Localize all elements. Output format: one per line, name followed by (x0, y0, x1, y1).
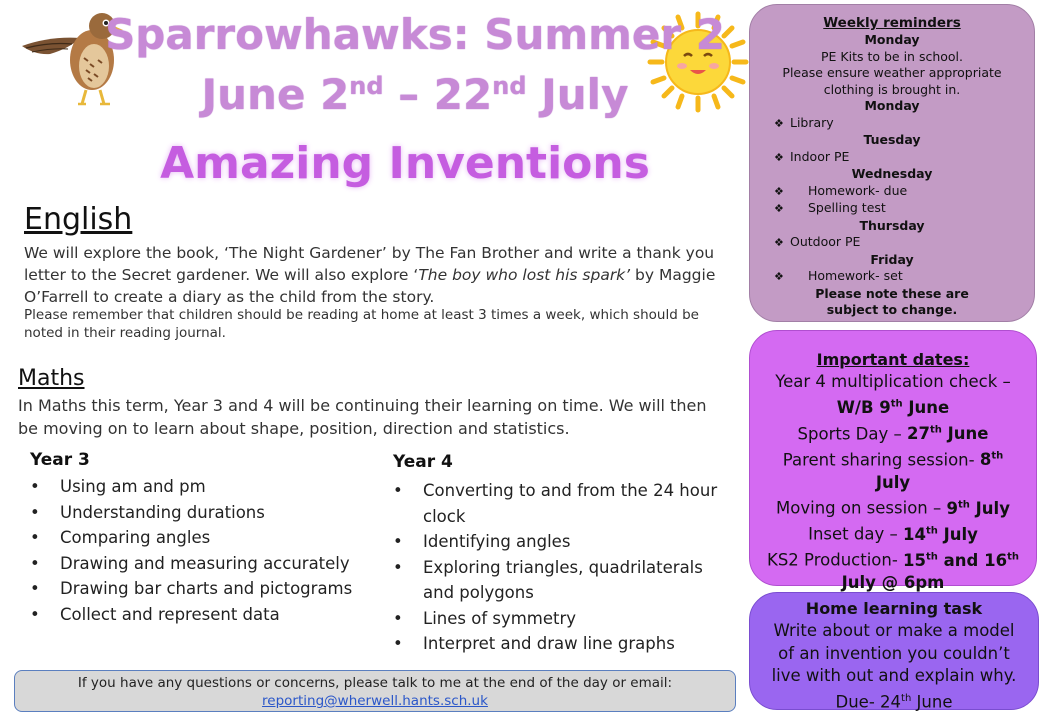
home-learning-title: Home learning task (805, 599, 983, 618)
list-item: • Using am and pm (30, 474, 375, 500)
english-heading: English (24, 202, 133, 237)
list-item: • Drawing bar charts and pictograms (30, 576, 375, 602)
diamond-bullet-icon: ❖ (774, 202, 784, 215)
day-label: Wednesday (851, 166, 933, 181)
reminder-item: ❖ Homework- due (750, 183, 1034, 201)
contact-text: If you have any questions or concerns, please talk to me at the end of the day or email: (77, 675, 673, 691)
list-item: • Interpret and draw line graphs (393, 631, 738, 657)
reminder-item: ❖ Indoor PE (750, 149, 1034, 167)
reminder-item: ❖ Outdoor PE (750, 234, 1034, 252)
pe-kit-note: PE Kits to be in school. (820, 48, 963, 64)
day-label: Monday (864, 32, 920, 47)
year4-heading: Year 4 (393, 452, 453, 472)
maths-description: In Maths this term, Year 3 and 4 will be continuing their learning on time. We will then be moving on to learn about shape, position, direction and statistics. (18, 396, 707, 438)
year3-heading: Year 3 (30, 450, 90, 470)
clothing-note: Please ensure weather appropriate clothing is brought in. (782, 65, 1002, 97)
day-label: Friday (870, 251, 914, 267)
list-item: • Collect and represent data (30, 602, 375, 628)
list-item: • Exploring triangles, quadrilaterals and polygons (393, 555, 738, 606)
term-dates: June 2nd – 22nd July (201, 70, 629, 119)
diamond-bullet-icon: ❖ (774, 150, 784, 164)
diamond-bullet-icon: ❖ (774, 236, 784, 249)
date-item: Inset day – 14th July (808, 524, 978, 544)
list-item: • Converting to and from the 24 hour clock (393, 478, 738, 529)
reminder-item: ❖ Homework- set (750, 268, 1034, 286)
important-dates-box (749, 330, 1037, 592)
contact-box (14, 670, 736, 712)
date-item: KS2 Production- 15th and 16th July @ 6pm (767, 550, 1019, 592)
list-item: • Identifying angles (393, 529, 738, 555)
diamond-bullet-icon: ❖ (774, 116, 784, 130)
subject-to-change-note: Please note these are subject to change. (815, 285, 969, 317)
weekly-reminders-box (749, 4, 1035, 322)
home-learning-task: Write about or make a model of an invention you couldn’t live with out and explain why. (771, 621, 1017, 685)
maths-heading: Maths (18, 366, 85, 391)
date-item: Year 4 multiplication check – W/B 9th June (775, 372, 1011, 417)
english-description: We will explore the book, ‘The Night Gardener’ by The Fan Brother and write a thank you letter to the Secret gardener. We will also explore ‘The boy who lost his spark’ by Maggie O’Farrell to create a diary as the child from the story. (24, 244, 716, 306)
reading-note: Please remember that children should be reading at home at least 3 times a week, which should be noted in their reading journal. (24, 307, 699, 341)
reminders-title: Weekly reminders (823, 15, 961, 31)
day-label: Monday (864, 98, 920, 113)
year4-list (393, 478, 738, 657)
list-item: • Comparing angles (30, 525, 375, 551)
topic-title: Amazing Inventions (160, 138, 650, 189)
reminder-item: ❖ Library (750, 115, 1034, 133)
dates-title: Important dates: (816, 350, 970, 369)
diamond-bullet-icon: ❖ (774, 184, 784, 198)
reminder-item: ❖ Spelling test (750, 200, 1034, 218)
list-item: • Drawing and measuring accurately (30, 551, 375, 577)
home-learning-due: Due- 24th June (835, 692, 953, 711)
day-label: Thursday (859, 217, 925, 233)
home-learning-box (749, 592, 1039, 710)
date-item: Moving on session – 9th July (776, 498, 1010, 518)
year3-list (30, 474, 375, 627)
day-label: Tuesday (863, 132, 921, 147)
email-link[interactable]: reporting@wherwell.hants.sch.uk (262, 693, 488, 709)
diamond-bullet-icon: ❖ (774, 270, 784, 283)
list-item: • Understanding durations (30, 500, 375, 526)
date-item: Sports Day – 27th June (797, 424, 989, 443)
list-item: • Lines of symmetry (393, 606, 738, 632)
page-title: Sparrowhawks: Summer 2 (105, 10, 725, 59)
date-item: Parent sharing session- 8th July (782, 450, 1004, 492)
